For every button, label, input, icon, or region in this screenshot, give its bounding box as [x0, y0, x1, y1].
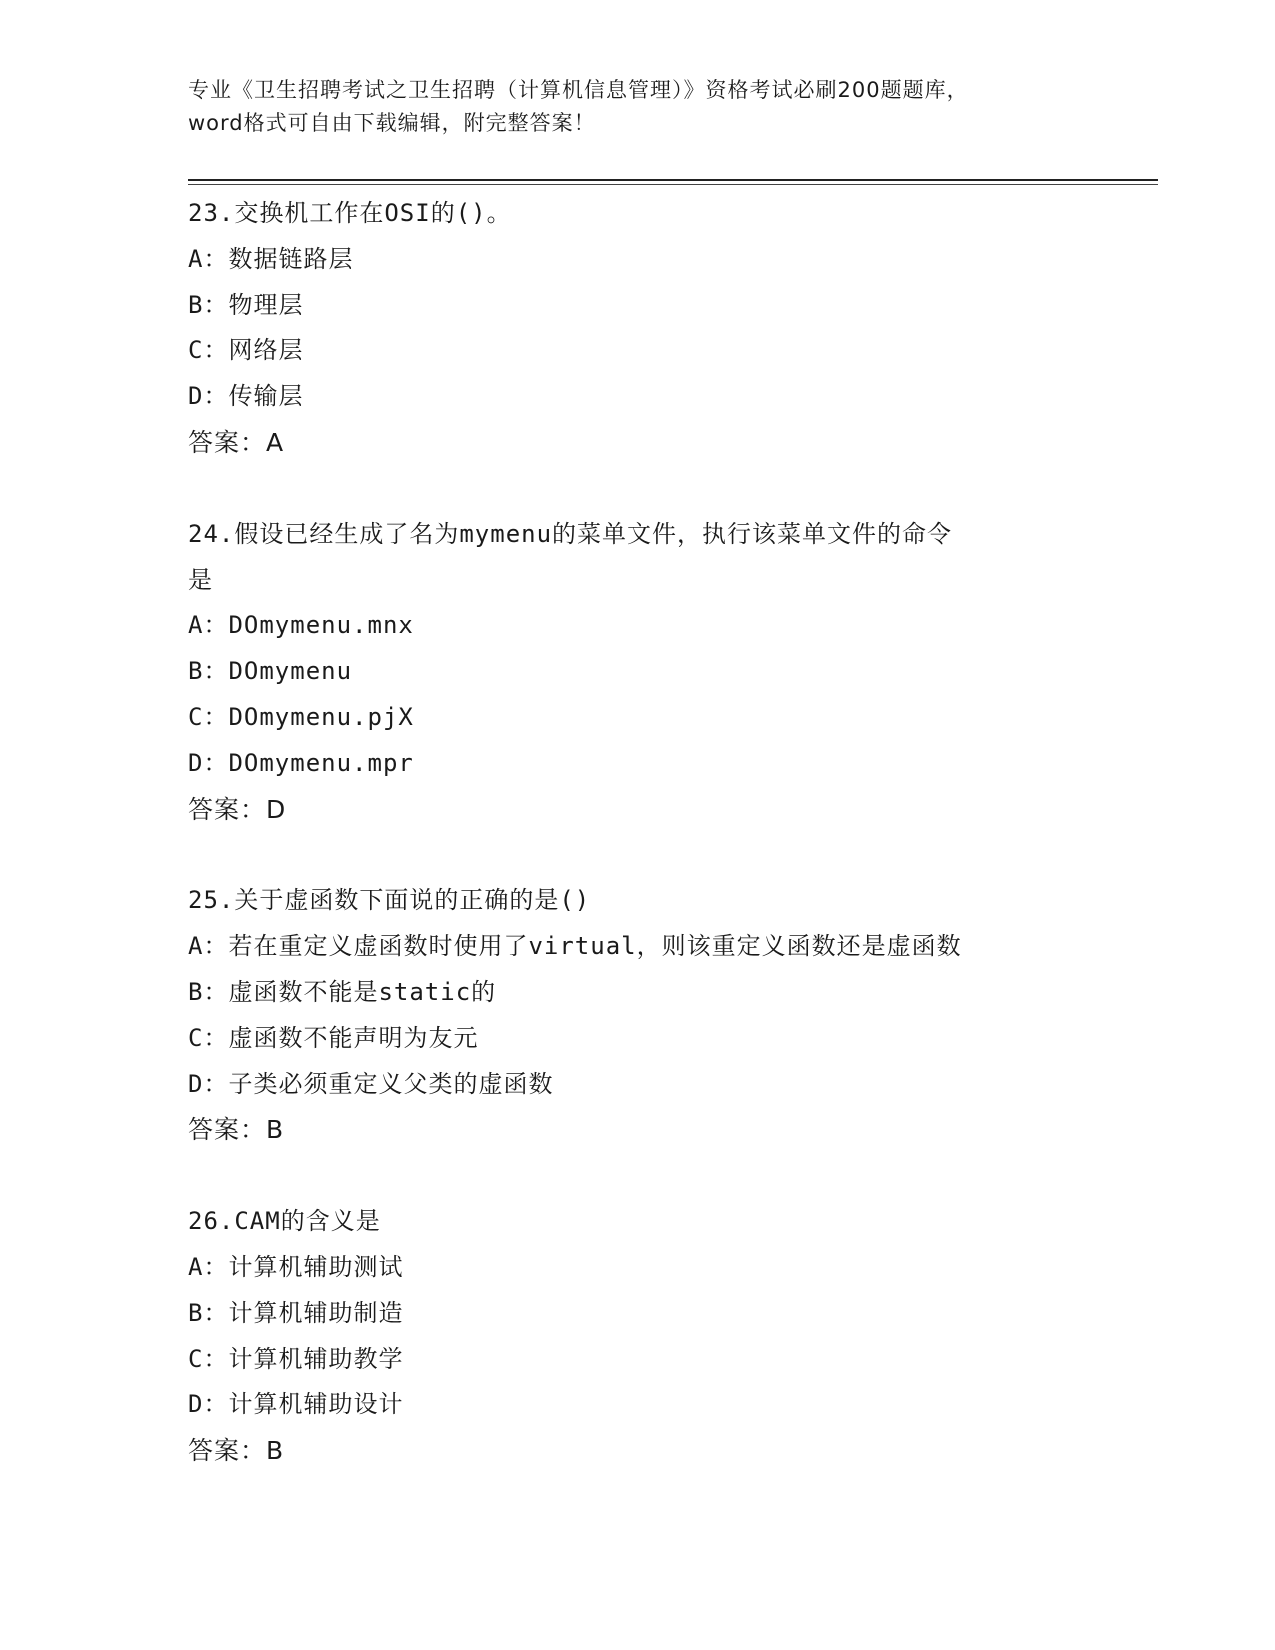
answer-text: 答案：B	[188, 1436, 285, 1466]
option-b: B：DOmymenu	[188, 657, 353, 686]
option-c: C：DOmymenu.pjX	[188, 702, 414, 731]
question-title: 23.交换机工作在OSI的()。	[188, 199, 512, 227]
answer-text: 答案：D	[188, 794, 287, 824]
option-b: B：物理层	[188, 290, 304, 319]
option-a: A：若在重定义虚函数时使用了virtual，则该重定义函数还是虚函数	[188, 932, 962, 961]
option-a: A：计算机辅助测试	[188, 1252, 404, 1281]
option-b: B：计算机辅助制造	[188, 1298, 404, 1327]
option-c: C：计算机辅助教学	[188, 1344, 404, 1373]
header-divider-thick	[188, 179, 1158, 181]
answer-text: 答案：B	[188, 1115, 285, 1145]
option-d: D：子类必须重定义父类的虚函数	[188, 1069, 554, 1098]
answer-text: 答案：A	[188, 427, 285, 457]
option-c: C：虚函数不能声明为友元	[188, 1023, 479, 1052]
header-line-2: word格式可自由下载编辑，附完整答案！	[188, 111, 596, 135]
question-23	[188, 191, 1088, 466]
question-title: 25.关于虚函数下面说的正确的是()	[188, 886, 591, 915]
option-a: A：数据链路层	[188, 244, 354, 273]
header-divider-thin	[188, 184, 1158, 185]
option-a: A：DOmymenu.mnx	[188, 611, 414, 640]
option-d: D：传输层	[188, 382, 304, 411]
question-title-line-2: 是	[188, 565, 213, 594]
document-header	[188, 74, 1088, 140]
option-b: B：虚函数不能是static的	[188, 977, 497, 1006]
option-c: C：网络层	[188, 336, 304, 365]
question-25	[188, 878, 1088, 1153]
question-title-line-1: 24.假设已经生成了名为mymenu的菜单文件，执行该菜单文件的命令	[188, 519, 953, 548]
option-d: D：计算机辅助设计	[188, 1390, 404, 1419]
question-title: 26.CAM的含义是	[188, 1207, 381, 1236]
question-24	[188, 512, 1088, 833]
header-line-1: 专业《卫生招聘考试之卫生招聘（计算机信息管理）》资格考试必刷200题题库，	[188, 78, 969, 102]
question-list	[188, 191, 1088, 1520]
question-26	[188, 1199, 1088, 1474]
option-d: D：DOmymenu.mpr	[188, 748, 414, 777]
